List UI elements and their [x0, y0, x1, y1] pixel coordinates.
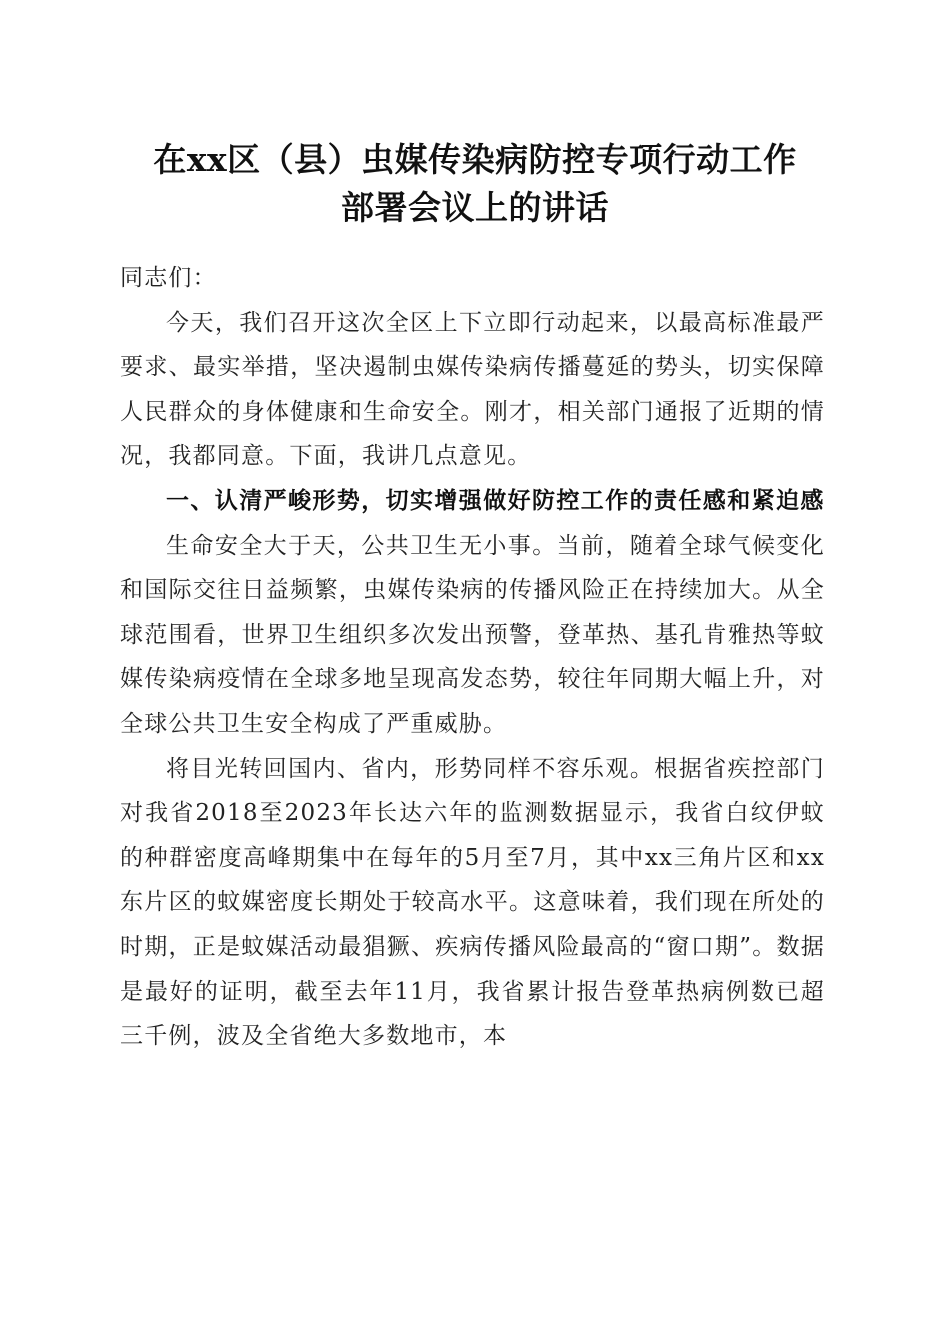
paragraph-global-situation: 生命安全大于天，公共卫生无小事。当前，随着全球气候变化和国际交往日益频繁，虫媒传染病的传播风险正在持续加大。从全球范围看，世界卫生组织多次发出预警，登革热、基孔肯雅热等蚊媒传染病疫情在全球多地呈现高发态势，较往年同期大幅上升，对全球公共卫生安全构成了严重威胁。 — [120, 532, 825, 737]
page-title — [110, 136, 840, 232]
salutation: 同志们： — [120, 265, 217, 291]
section-heading-1: 一、认清严峻形势，切实增强做好防控工作的责任感和紧迫感 — [166, 487, 825, 514]
paragraph-provincial-situation: 将目光转回国内、省内，形势同样不容乐观。根据省疾控部门对我省2018至2023年长达六年的监测数据显示，我省白纹伊蚊的种群密度高峰期集中在每年的5月至7月，其中xx三角片区和xx东片区的蚊媒密度长期处于较高水平。这意味着，我们现在所处的时期，正是蚊媒活动最猖獗、疾病传播风险最高的“窗口期”。数据是最好的证明，截至去年11月，我省累计报告登革热病例数已超三千例，波及全省绝大多数地市，本 — [120, 755, 825, 1050]
title-line-1: 在xx区（县）虫媒传染病防控专项行动工作 — [153, 140, 797, 179]
paragraph-opening: 今天，我们召开这次全区上下立即行动起来，以最高标准最严要求、最实举措，坚决遏制虫媒传染病传播蔓延的势头，切实保障人民群众的身体健康和生命安全。刚才，相关部门通报了近期的情况，我都同意。下面，我讲几点意见。 — [120, 309, 825, 470]
speech-body — [120, 256, 825, 1059]
title-line-2: 部署会议上的讲话 — [341, 188, 609, 227]
